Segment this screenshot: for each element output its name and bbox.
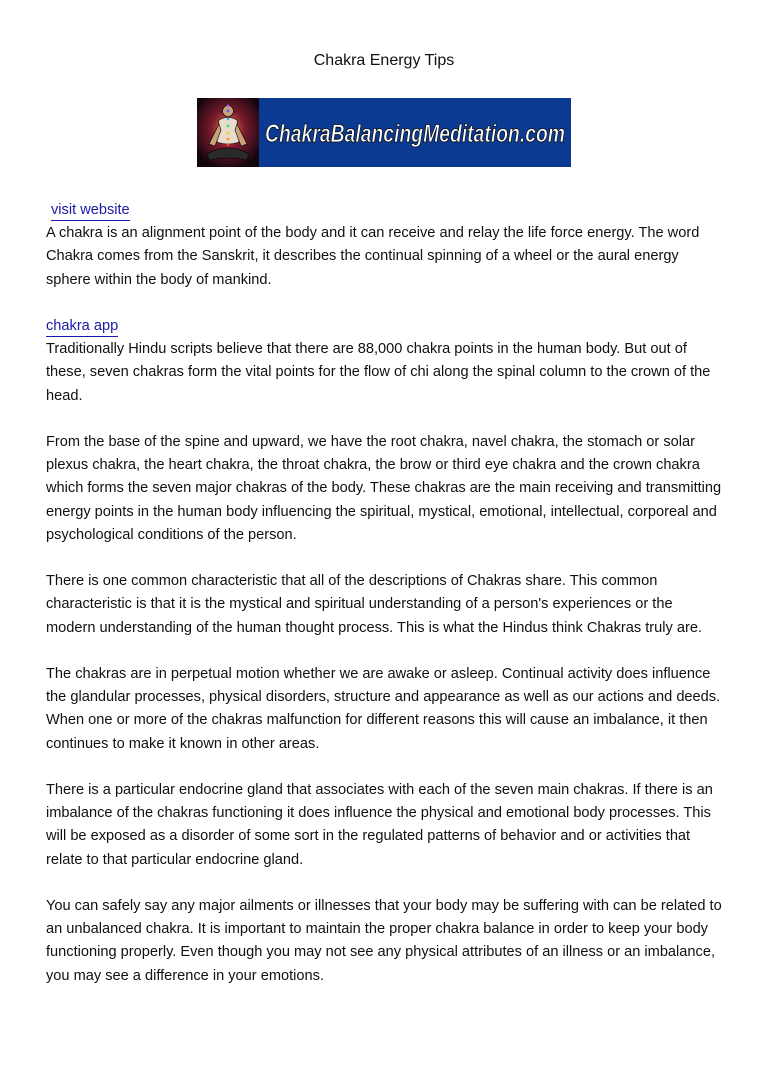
- paragraph-4: There is one common characteristic that all of the descriptions of Chakras share. This common characteristic is that it is the mystical and spiritual understanding of a person's experiences or the modern understanding of the human thought process. This is what the Hindus think Chakras truly are.: [46, 573, 702, 636]
- document-body: [46, 199, 726, 1011]
- paragraph-6: There is a particular endocrine gland that associates with each of the seven main chakras. If there is an imbalance of the chakras functioning it does influence the physical and emotional body processes. This will be exposed as a disorder of some sort in the regulated patterns of behavior and or activities that relate to that particular endocrine gland.: [46, 781, 713, 868]
- site-banner-logo[interactable]: [197, 98, 571, 167]
- visit-website-line: [46, 199, 726, 222]
- visit-website-link[interactable]: visit website: [51, 201, 130, 221]
- paragraph-3: From the base of the spine and upward, we have the root chakra, navel chakra, the stomach or solar plexus chakra, the heart chakra, the throat chakra, the brow or third eye chakra and the crown chakra which forms the seven major chakras of the body. These chakras are the main receiving and transmitting energy points in the human body influencing the spiritual, mystical, emotional, intellectual, corporeal and psychological conditions of the person.: [46, 433, 722, 543]
- banner-graphic: [197, 98, 571, 167]
- page-title: Chakra Energy Tips: [313, 52, 455, 69]
- paragraph-2: Traditionally Hindu scripts believe that there are 88,000 chakra points in the human body. But out of these, seven chakras form the vital points for the flow of chi along the spinal column to the crown of the head.: [46, 341, 711, 404]
- chakra-app-line: [46, 315, 726, 338]
- paragraph-5: The chakras are in perpetual motion whether we are awake or asleep. Continual activity does influence the glandular processes, physical disorders, structure and appearance as well as our actions and deeds. When one or more of the chakras malfunction for different reasons this will cause an imbalance, it then continues to make it known in other areas.: [46, 665, 721, 752]
- banner-logo-text: ChakraBalancingMeditation.com: [265, 120, 565, 148]
- chakra-app-link[interactable]: chakra app: [46, 317, 118, 337]
- paragraph-7: You can safely say any major ailments or illnesses that your body may be suffering with can be related to an unbalanced chakra. It is important to maintain the proper chakra balance in order to keep your body functioning properly. Even though you may not see any physical attributes of an illness or an imbalance, you may see a difference in your emotions.: [46, 897, 722, 984]
- paragraph-1: A chakra is an alignment point of the body and it can receive and relay the life force energy. The word Chakra comes from the Sanskrit, it describes the continual spinning of a wheel or the aural energy sphere within the body of mankind.: [46, 225, 700, 288]
